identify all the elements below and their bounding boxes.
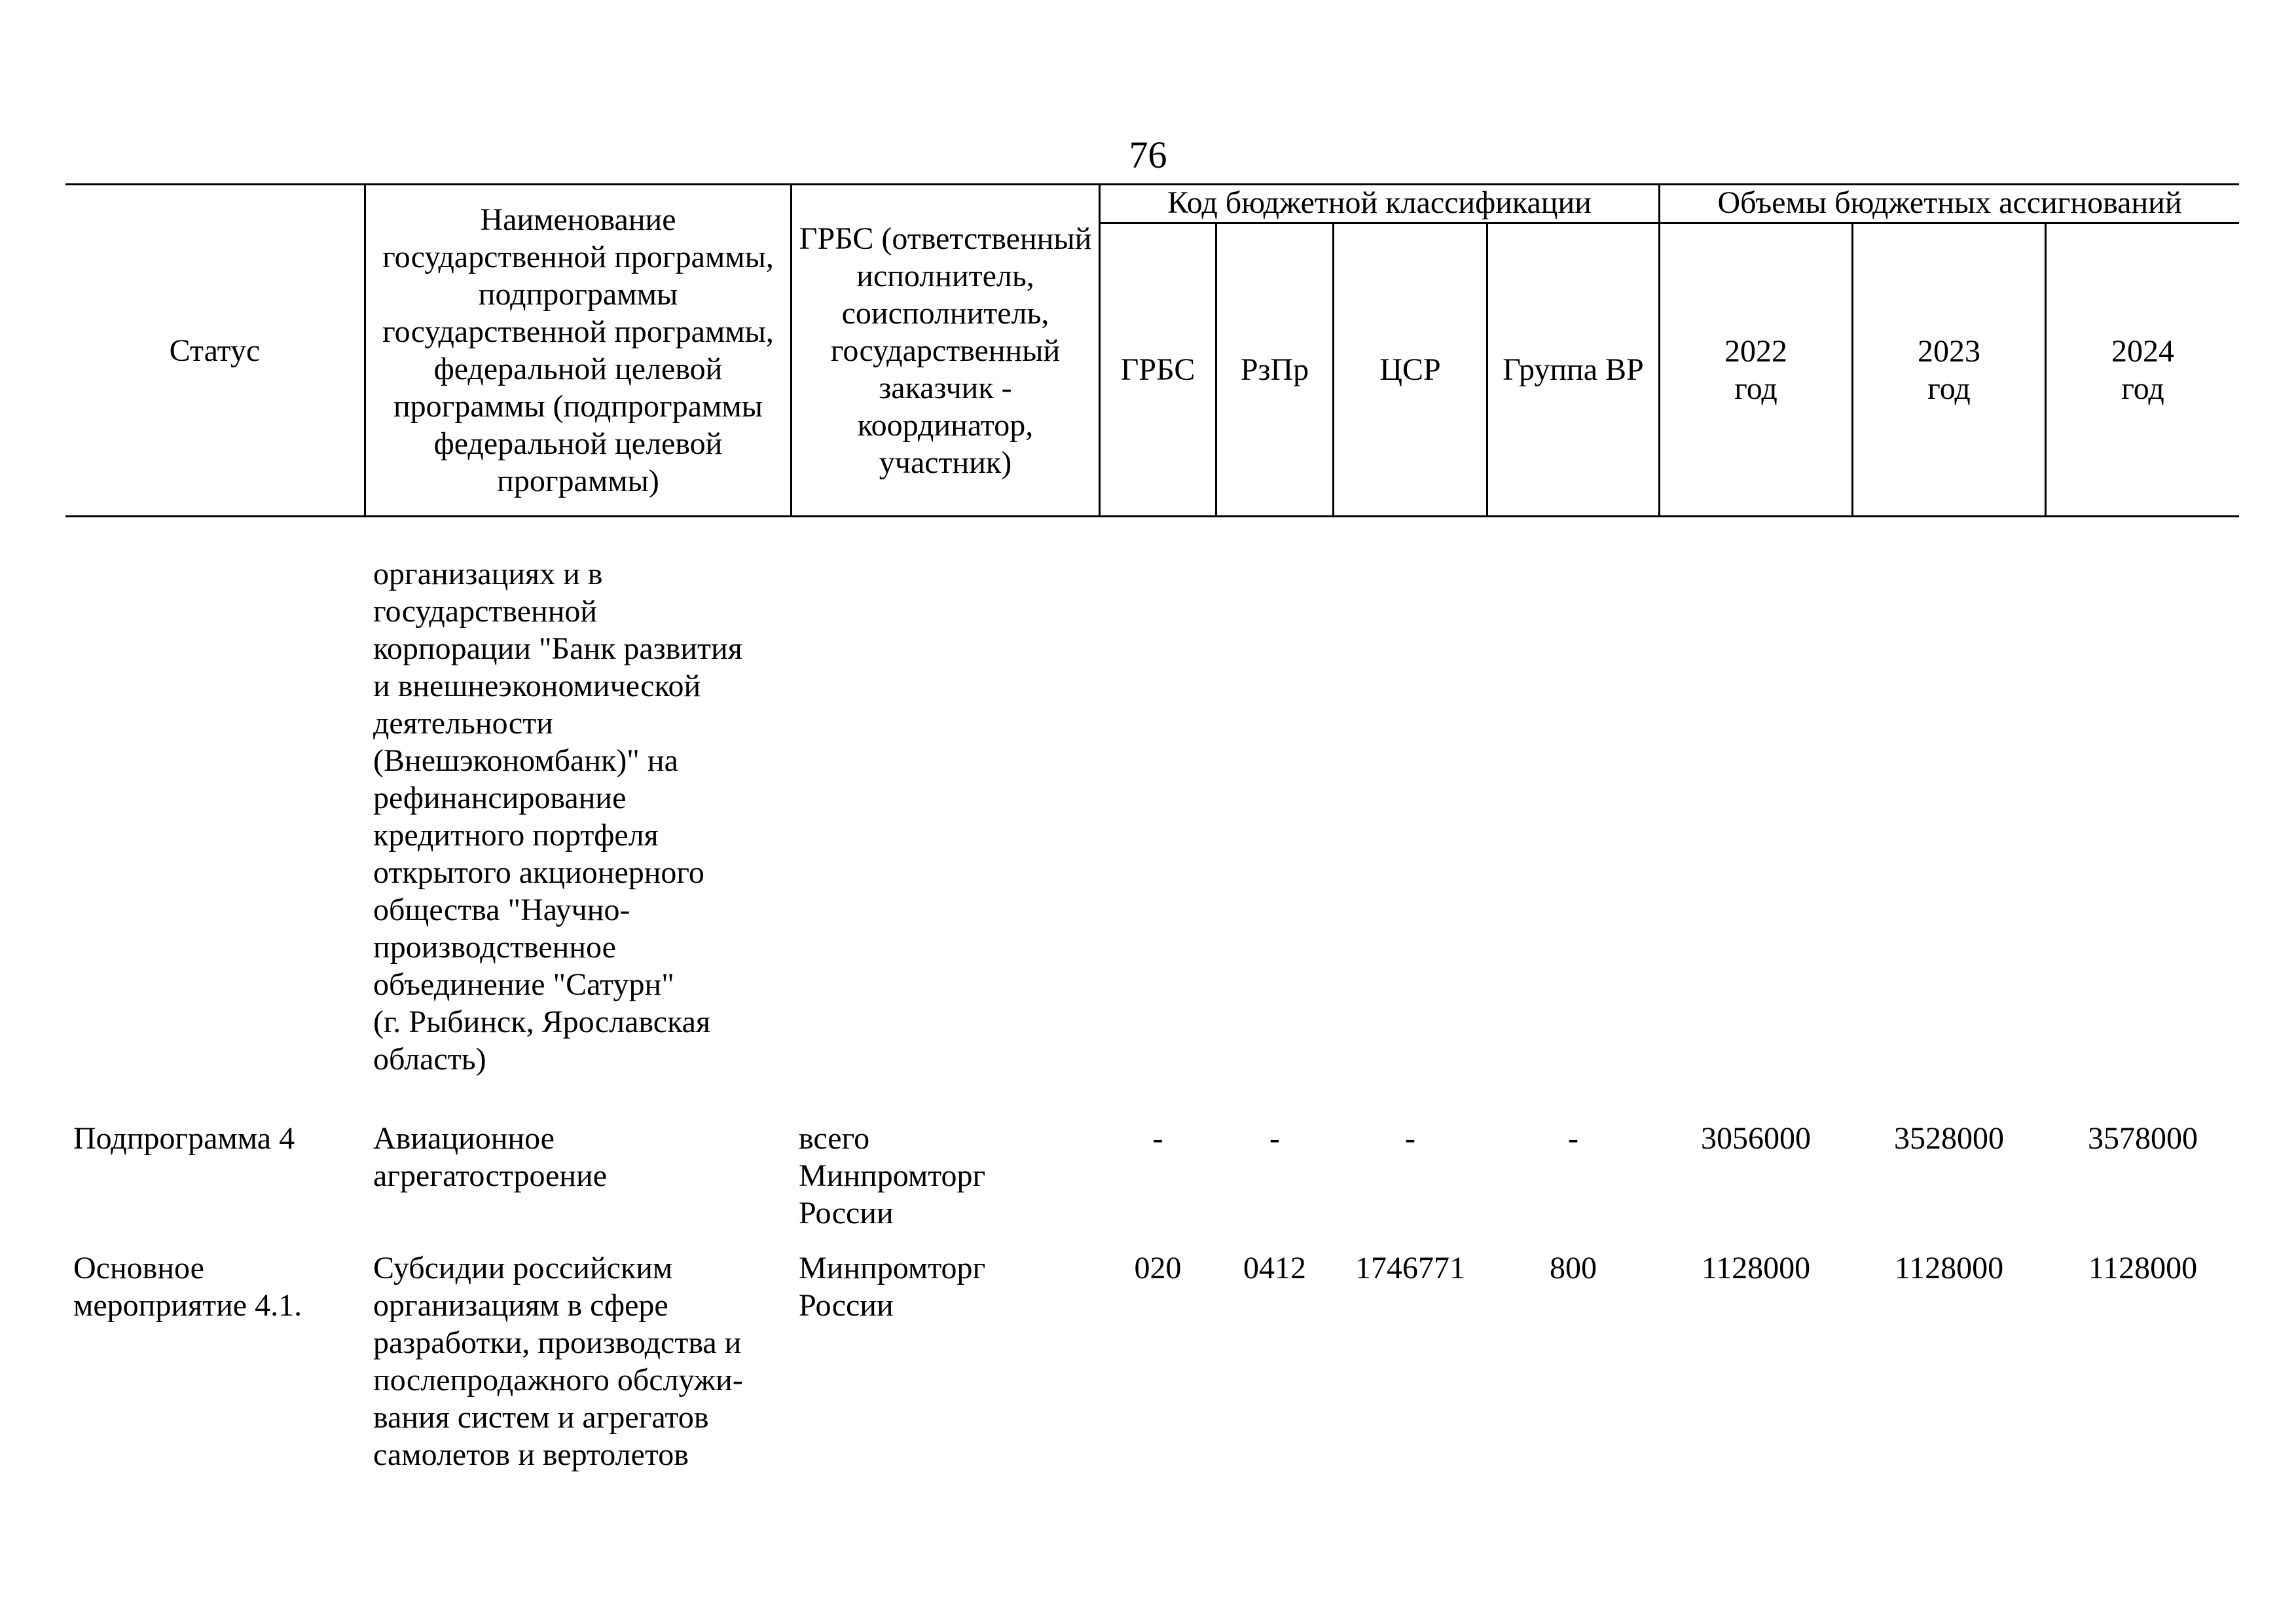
row-2-2023: 1128000 <box>1894 1251 2004 1285</box>
row-2-name: Субсидии российским организациям в сфере разработки, производства и послепродажного обслужи- вания систем и агрегатов самолетов и вертолетов <box>373 1251 743 1472</box>
header-year-2023: 2023 год <box>1918 333 1980 406</box>
row-1-grbs-full: всего Минпромторг России <box>799 1121 986 1230</box>
header-code-group: Код бюджетной классификации <box>1167 185 1592 220</box>
header-year-2024: 2024 год <box>2111 333 2174 406</box>
row-2-rzpr: 0412 <box>1243 1251 1306 1285</box>
header-status: Статус <box>169 333 261 368</box>
row-1-csr: - <box>1405 1121 1415 1156</box>
row-1-rzpr: - <box>1269 1121 1280 1156</box>
row-1-vr: - <box>1568 1121 1578 1156</box>
row-2-vr: 800 <box>1550 1251 1597 1285</box>
row-1-status: Подпрограмма 4 <box>73 1121 295 1156</box>
row-2-grbs: 020 <box>1134 1251 1182 1285</box>
header-bottom-line <box>65 515 2239 517</box>
row-0-name: организациях и в государственной корпорации "Банк развития и внешнеэкономической деятельности (Внешэкономбанк)" на рефинансирование кредитного портфеля открытого акционерного общества "Научно- производственное объединение "Сатурн" (г. Рыбинск, Ярославская область) <box>373 557 742 1077</box>
header-divider <box>790 183 792 517</box>
row-2-2022: 1128000 <box>1701 1251 1811 1285</box>
header-year-2022: 2022 год <box>1724 333 1787 406</box>
row-2-status: Основное мероприятие 4.1. <box>73 1251 302 1323</box>
row-1-2022: 3056000 <box>1701 1121 1811 1156</box>
header-csr: ЦСР <box>1379 352 1441 387</box>
header-grbs: ГРБС <box>1120 352 1195 387</box>
row-2-2024: 1128000 <box>2088 1251 2198 1285</box>
page-number: 76 <box>1129 134 1167 176</box>
row-2-grbs-full: Минпромторг России <box>799 1251 986 1323</box>
header-grbs-full: ГРБС (ответственный исполнитель, соисполнитель, государственный заказчик - координатор, участник) <box>799 221 1092 480</box>
row-2-csr: 1746771 <box>1355 1251 1465 1285</box>
header-volume-group: Объемы бюджетных ассигнований <box>1717 185 2182 220</box>
row-1-name: Авиационное агрегатостроение <box>373 1121 608 1193</box>
header-divider <box>364 183 366 517</box>
row-1-2024: 3578000 <box>2088 1121 2198 1156</box>
row-1-2023: 3528000 <box>1894 1121 2004 1156</box>
header-program-name: Наименование государственной программы, подпрограммы государственной программы, федеральной целевой программы (подпрограммы федеральной целевой программы) <box>382 202 774 498</box>
header-vr: Группа ВР <box>1503 352 1644 387</box>
row-1-grbs: - <box>1152 1121 1163 1156</box>
header-rzpr: РзПр <box>1240 352 1309 387</box>
